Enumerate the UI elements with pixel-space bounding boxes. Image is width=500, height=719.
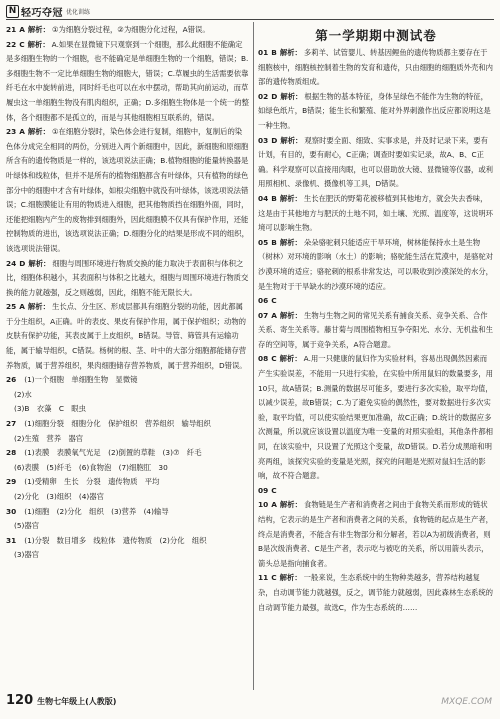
analysis-tag: 解析： <box>27 302 50 312</box>
answer-letter: C <box>19 39 25 49</box>
question-number: 08 <box>258 354 269 364</box>
answer-subline: (5)器官 <box>14 521 40 531</box>
question-number: 27 <box>6 419 17 429</box>
answer-text: (1)细胞分裂 细胞分化 保护组织 营养组织 输导组织 <box>24 419 211 429</box>
question-number: 09 <box>258 485 269 495</box>
answer-item <box>6 300 249 373</box>
logo-icon: N <box>6 5 19 18</box>
question-number: 05 <box>258 237 269 247</box>
analysis-tag: 解析： <box>279 500 302 510</box>
answer-item <box>258 498 494 571</box>
answer-letter: B <box>271 48 277 57</box>
answer-letter: A <box>19 25 25 34</box>
answer-letter: A <box>271 500 277 510</box>
page-footer <box>6 693 116 708</box>
question-number: 23 <box>6 127 17 137</box>
answer-item <box>258 134 494 192</box>
analysis-tag: 解析： <box>279 237 302 247</box>
answer-subline: (3)B 衣藻 C 眼虫 <box>14 404 86 414</box>
answer-text: 食物链是生产者和消费者之间由于食物关系而形成的链状结构，它表示的是生产者和消费者之间的关系，食物链的起点是生产者，终点是消费者，不能含有非生物部分和分解者，若以A为初级消费者，则B是次级消费者、C是生产者，表示吃与被吃的关系，所以用箭头表示，箭头总是指向捕食者。 <box>258 500 494 568</box>
answer-text: (1)表膜 表膜氧气光足 (2)倒置的草鞋 (3)⑦ 纤毛 <box>24 448 202 458</box>
answer-text: (1)分裂 数目增多 线粒体 遗传物质 (2)分化 组织 <box>24 535 207 545</box>
question-number: 22 <box>6 39 17 49</box>
footer-text: 生物七年级上(人教版) <box>37 697 117 706</box>
answer-item <box>258 571 494 615</box>
analysis-tag: 解析： <box>280 91 303 101</box>
question-number: 06 <box>258 296 269 306</box>
answer-letter: D <box>271 91 278 101</box>
answer-letter: C <box>271 296 277 306</box>
answer-letter: B <box>271 193 277 203</box>
analysis-tag: 解析： <box>27 127 50 137</box>
answer-letter: C <box>271 573 277 583</box>
answer-subline: (2)水 <box>14 389 32 399</box>
answer-letter: D <box>271 135 278 145</box>
answer-item <box>258 294 494 309</box>
answer-text: 生长点、分生区、形成层都具有细胞分裂的功能，因此都属于分生组织，A正确。叶的表皮、果皮有保护作用，属于保护组织；动物的皮肤有保护功能，其表皮属于上皮组织，B错误。导管、筛管具有运输功能，属于输导组织，C错误。杨树的根、茎、叶中的大部分细胞都能储存营养物质，属于营养组织，果肉细胞储存营养物质，属于营养组织，D错误。 <box>6 302 247 370</box>
answer-item <box>6 125 249 256</box>
answer-text: 多莉羊、试管婴儿、转基因鲤鱼的遗传物质都主要存在于细胞核中，细胞核控制着生物的发育和遗传，只由细胞的细胞质外壳和内部的遗传物质组成。 <box>258 48 494 87</box>
answer-item <box>258 192 494 236</box>
answer-subline: (3)器官 <box>14 550 40 560</box>
answer-text: 细胞与周围环境进行物质交换的能力取决于表面积与体积之比，细胞体积越小，其表面积与体积之比越大，细胞与周围环境进行物质交换的能力就越强，反之则越弱，因此，细胞不能无限长大。 <box>6 258 249 297</box>
answer-text: 根据生物的基本特征，身体呈绿色不能作为生物的特征，如绿色纸片，B错误；能生长和繁殖、能对外界刺激作出反应都说明这是一种生物。 <box>258 91 491 130</box>
answer-item <box>258 90 494 134</box>
answer-item <box>258 46 494 90</box>
analysis-tag: 解析： <box>279 354 302 364</box>
answer-item <box>6 257 249 301</box>
answer-item <box>6 446 249 461</box>
right-column <box>258 23 494 691</box>
right-items <box>258 46 494 615</box>
analysis-tag: 解析： <box>279 310 302 320</box>
answer-letter: C <box>271 485 277 495</box>
answer-item <box>258 309 494 353</box>
answer-text: 一般来说，生态系统中的生物种类越多，营养结构越复杂，自动调节能力就越强，反之，调节能力就越弱，因此森林生态系统的自动调节能力最强，故选C，作为生态系统的…… <box>258 573 494 612</box>
answer-text: 观察时要全面、细致、实事求是，并及时记录下来，要有计划，有目的，要有耐心，C正确；调查时要如实记录，故A、B、C正确。科学观察可以直接用肉眼，也可以借助放大镜、显微镜等仪器，或利用照相机、录像机、摄像机等工具，D错误。 <box>258 135 494 189</box>
answer-text: ①在细胞分裂时，染色体会进行复制，细胞中，复制后的染色体分成完全相同的两份，分别进入两个新细胞中，因此，新细胞和原细胞所含有的遗传物质是一样的，该选项说法正确；B.植物细胞的能量转换器是叶绿体和线粒体，但并不是所有的植物细胞都含有叶绿体，只有植物的绿色部分中的细胞中才含有叶绿体，如根尖细胞中就没有叶绿体，该选项说法错误；C.细胞膜能让有用的物质进入细胞，把其他物质挡在细胞外面，同时，还能把细胞内产生的废物排到细胞外，因此细胞膜不仅具有保护作用，还能控制物质的进出，该选项说法正确；D.细胞分化的结果是形成不同的组织，该选项说法错误。 <box>6 127 249 253</box>
brand-logo <box>6 4 90 18</box>
answer-text: 朵朵骆驼刺只能适应干旱环境，树林能保持水土是生物（树林）对环境的影响（水土）的影响；骆驼能生活在荒漠中，是骆驼对沙漠环境的适应；骆驼刺的根系非常发达，可以吸收到沙漠深处的水分，是生物对于干旱缺水的沙漠环境的适应。 <box>258 237 494 291</box>
answer-item <box>258 484 494 499</box>
question-number: 03 <box>258 135 269 145</box>
answer-item <box>6 505 249 520</box>
watermark: MXQE.COM <box>441 697 492 707</box>
question-number: 24 <box>6 258 17 268</box>
question-number: 29 <box>6 477 17 487</box>
section-title: 第一学期期中测试卷 <box>315 28 437 43</box>
answer-item <box>6 38 249 126</box>
analysis-tag: 解析： <box>28 258 51 268</box>
analysis-tag: 解析： <box>27 25 50 34</box>
question-number: 01 <box>258 48 269 57</box>
answer-letter: A <box>19 302 25 312</box>
answer-item <box>6 475 249 490</box>
logo-subtitle: 优化训练 <box>66 8 91 16</box>
answer-text: (1)受精卵 生长 分裂 遗传物质 平均 <box>24 477 160 487</box>
answer-item <box>6 534 249 549</box>
analysis-tag: 解析： <box>279 48 302 57</box>
answer-subline: (2)生殖 营养 器官 <box>14 433 84 443</box>
analysis-tag: 解析： <box>279 193 302 203</box>
analysis-tag: 解析： <box>280 135 303 145</box>
answer-item <box>6 23 249 38</box>
answer-letter: C <box>271 354 277 364</box>
page-header <box>6 3 494 19</box>
page-number: 120 <box>6 693 34 708</box>
answer-item <box>258 236 494 294</box>
question-number: 21 <box>6 25 17 34</box>
analysis-tag: 解析： <box>279 573 302 583</box>
left-column <box>6 23 249 683</box>
answer-text: A.用一只健康的鼠妇作为实验材料，容易出现偶然因素而产生实验误差，不能用一只进行实验，在实验中所用鼠妇的数量要多，用10只，故A错误；B.测量的数据尽可能多，要进行多次实验，取平均值，以减少误差，故B错误；C.为了避免实验的偶然性，要对数据进行多次实验，取平均值，可以使实验结果更加准确，故C正确；D.统计的数据应多次测量，所以就应该设置以温度为唯一变量的对照实验组，其他条件都相同，在该实验中，只设置了光照这个变量，故D错误。D.若分成黑暗和明亮两组，该探究实验的变量是光照，探究的问题是光照对鼠妇生活的影响，故不符合题意。 <box>258 354 494 481</box>
answer-subline: (2)分化 (3)组织 (4)器官 <box>14 492 104 501</box>
question-number: 25 <box>6 302 17 312</box>
answer-letter: D <box>19 258 26 268</box>
question-number: 04 <box>258 193 269 203</box>
answer-item <box>6 417 249 432</box>
question-number: 10 <box>258 500 269 510</box>
answer-text: (1)细胞 (2)分化 组织 (3)营养 (4)输导 <box>24 506 169 516</box>
question-number: 02 <box>258 91 269 101</box>
answer-text: A.如果在显微镜下只观察到一个细胞，那么此细胞不能确定是多细胞生物的一个细胞，也不能确定是单细胞生物的一个细胞，错误；B.多细胞生物不一定比单细胞生物的细胞大，错误；C.草履虫的生活需要依靠纤毛在水中旋转前进，同时纤毛也可以在水中摆动，帮助其向前运动，而草履虫这一单细胞生物没有肌肉组织，正确；D.多细胞生物体是一个统一的整体，各个细胞都不是孤立的，而是与其他细胞相互联系的，错误。 <box>6 39 249 122</box>
analysis-tag: 解析： <box>27 39 50 49</box>
column-divider <box>253 22 254 690</box>
question-number: 30 <box>6 506 17 516</box>
answer-letter: A <box>19 127 25 137</box>
logo-text: 轻巧夺冠 <box>21 7 63 19</box>
question-number: 26 <box>6 375 17 385</box>
answer-subline: (6)表膜 (5)纤毛 (6)食物泡 (7)细胞肛 30 <box>14 462 168 472</box>
question-number: 28 <box>6 448 17 458</box>
question-number: 11 <box>258 573 269 583</box>
header-rule <box>6 19 494 20</box>
question-number: 31 <box>6 535 17 545</box>
answer-item <box>6 373 249 388</box>
question-number: 07 <box>258 310 269 320</box>
answer-item <box>258 352 494 483</box>
answer-text: 生物与生物之间的常见关系有捕食关系、竞争关系、合作关系、寄生关系等。藤甘菊与周围植物相互争夺阳光、水分、无机盐和生存的空间等，属于竞争关系，A符合题意。 <box>258 310 494 349</box>
answer-letter: A <box>271 310 277 320</box>
answer-text: 生长在肥沃的野菊花被移植到其他地方，就会失去香味，这是由于其他地方与肥沃的土地不同，如土壤、光照、温度等，这说明环境可以影响生物。 <box>258 193 494 233</box>
answer-text: ①为细胞分裂过程，②为细胞分化过程，A错误。 <box>51 25 210 34</box>
answer-letter: B <box>271 237 277 247</box>
answer-text: (1)一个细胞 单细胞生物 显微镜 <box>24 375 138 385</box>
